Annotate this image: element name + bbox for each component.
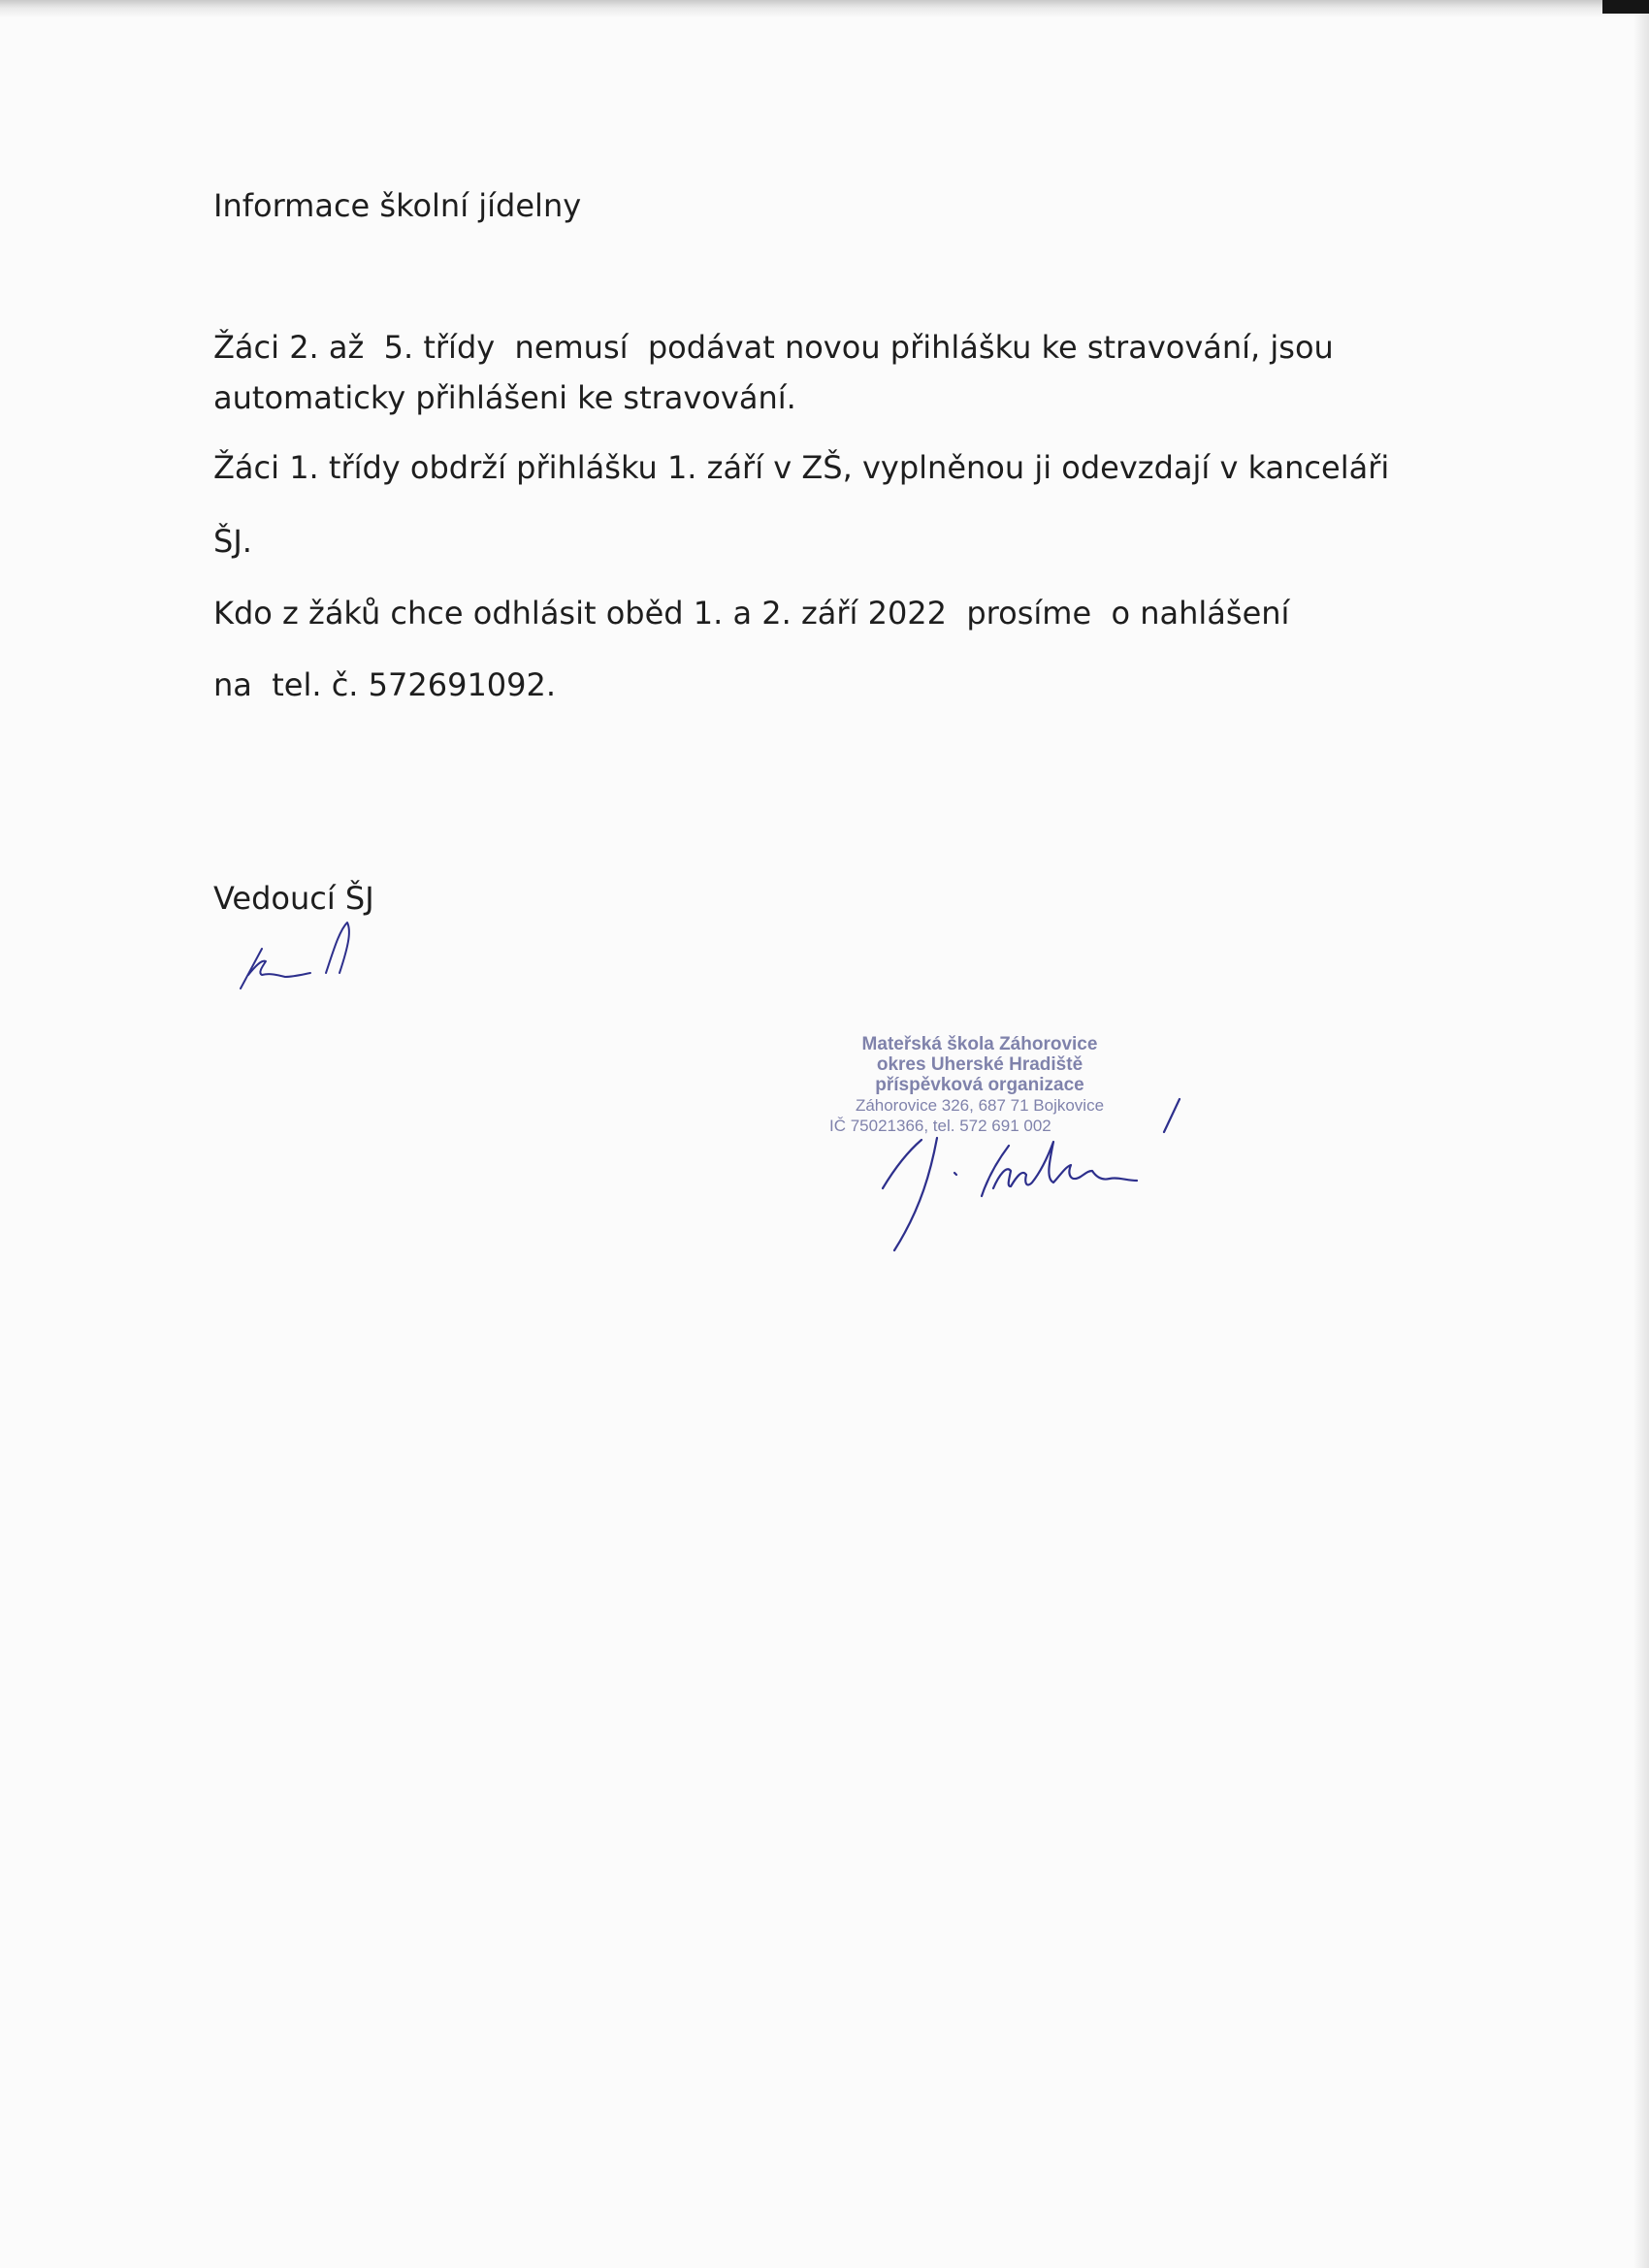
stamp-line-4: Záhorovice 326, 687 71 Bojkovice bbox=[855, 1096, 1105, 1115]
stamp-line-3: příspěvková organizace bbox=[875, 1075, 1084, 1095]
handwritten-signature-right bbox=[873, 1082, 1212, 1256]
paragraph-1-line-1: Žáci 2. až 5. třídy nemusí podávat novou přihlášku ke stravování, jsou bbox=[213, 329, 1334, 366]
scan-top-edge bbox=[0, 0, 1649, 17]
scan-right-edge bbox=[1633, 14, 1649, 2268]
document-title: Informace školní jídelny bbox=[213, 187, 582, 224]
stamp-line-1: Mateřská škola Záhorovice bbox=[861, 1034, 1098, 1054]
scan-corner-shadow bbox=[1602, 0, 1649, 14]
signatory-label: Vedoucí ŠJ bbox=[213, 880, 374, 917]
paragraph-1-line-2: automaticky přihlášeni ke stravování. bbox=[213, 379, 796, 416]
paragraph-3-line-2: na tel. č. 572691092. bbox=[213, 666, 557, 703]
handwritten-signature-left bbox=[233, 917, 369, 994]
paragraph-2-line-2: ŠJ. bbox=[213, 523, 252, 560]
stamp-line-2: okres Uherské Hradiště bbox=[876, 1054, 1083, 1075]
paragraph-3-line-1: Kdo z žáků chce odhlásit oběd 1. a 2. září 2022 prosíme o nahlášení bbox=[213, 595, 1290, 632]
paragraph-2-line-1: Žáci 1. třídy obdrží přihlášku 1. září v ZŠ, vyplněnou ji odevzdají v kanceláři bbox=[213, 449, 1390, 486]
stamp-line-5: IČ 75021366, tel. 572 691 002 bbox=[829, 1117, 1051, 1135]
